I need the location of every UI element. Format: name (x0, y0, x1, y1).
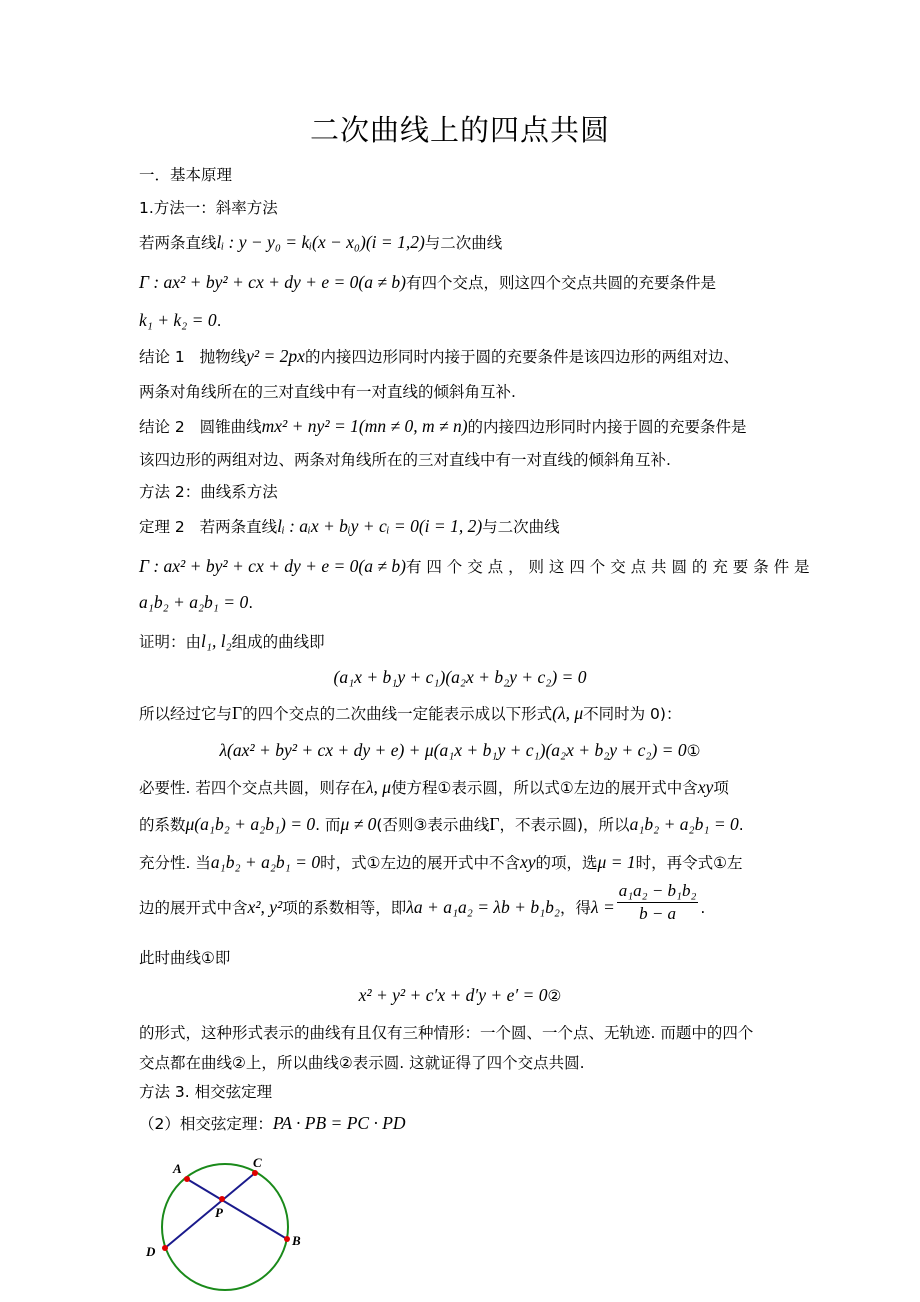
text: 组成的曲线即 (231, 633, 325, 651)
math-lambda: λ = (591, 897, 615, 917)
math-lines: lᵢ : y − y₀ = kᵢ(x − x₀)(i = 1,2) (216, 232, 425, 252)
label-b: B (292, 1233, 301, 1248)
text: 所以经过它与 (139, 705, 233, 723)
math-condition: a₁b₂ + a₂b₁ = 0 (139, 592, 249, 612)
conclusion-2-line-1 (139, 416, 747, 437)
text: 的内接四边形同时内接于圆的充要条件是该四边形的两组对边、 (304, 348, 739, 366)
sufficiency-line-1 (139, 852, 743, 873)
equation-family (0, 740, 920, 761)
label-d: D (146, 1244, 156, 1259)
text: 项 (713, 779, 729, 797)
text: 的四个交点的二次曲线一定能表示成以下形式 (242, 705, 553, 723)
equation-circle (0, 985, 920, 1006)
text: 若两条直线 (199, 518, 278, 536)
text: 圆锥曲线 (199, 418, 262, 436)
theorem-2-line-3 (139, 592, 253, 613)
text: 的内接四边形同时内接于圆的充要条件是 (467, 418, 747, 436)
text: 使方程①表示圆，所以式①左边的展开式中含 (390, 779, 698, 797)
text: ，得 (559, 899, 591, 917)
point-b (284, 1236, 290, 1242)
text: 时，再令式①左 (635, 854, 743, 872)
text: . (738, 816, 744, 834)
text: 时，式①左边的展开式中不含 (320, 854, 520, 872)
point-a (184, 1176, 190, 1182)
math-conic: mx² + ny² = 1(mn ≠ 0, m ≠ n) (261, 416, 468, 436)
math-lines: lᵢ : aᵢx + bᵢy + cᵢ = 0(i = 1, 2) (277, 516, 483, 536)
label-p: P (215, 1205, 223, 1220)
point-p (219, 1196, 225, 1202)
method-1-line-1 (139, 232, 502, 253)
math-parabola: y² = 2px (246, 346, 305, 366)
math-equation: x² + y² + c′x + d′y + e′ = 0 (358, 985, 548, 1005)
method-3-heading: 方法 3. 相交弦定理 (139, 1083, 273, 1101)
text: 有四个交点，则这四个交点共圆的充要条件是 (405, 274, 716, 292)
text: 证明：由 (139, 633, 202, 651)
theorem-2-line-1 (139, 516, 560, 537)
math: a₁b₂ + a₂b₁ = 0 (629, 814, 739, 834)
text: 项的系数相等，即 (282, 899, 407, 917)
text: . (700, 899, 706, 917)
equation-lines-product (0, 667, 920, 688)
equation-tag: ② (547, 987, 562, 1005)
method-3-item (139, 1113, 406, 1134)
math-gamma: Γ (232, 703, 243, 723)
sufficiency-line-2 (139, 881, 706, 925)
page-title: 二次曲线上的四点共圆 (309, 113, 610, 147)
method-2-heading: 方法 2：曲线系方法 (139, 483, 278, 501)
conclusion-2-line-2: 该四边形的两组对边、两条对角线所在的三对直线中有一对直线的倾斜角互补. (139, 451, 671, 469)
math: λa + a₁a₂ = λb + b₁b₂ (406, 897, 560, 917)
point-d (162, 1245, 168, 1251)
equation-tag: ① (686, 742, 701, 760)
math-l1-l2: l₁, l₂ (201, 631, 232, 651)
math-condition: k₁ + k₂ = 0 (139, 310, 217, 330)
proof-intro (139, 631, 325, 652)
necessity-line-2 (139, 814, 744, 835)
form-line-2: 交点都在曲线②上，所以曲线②表示圆. 这就证得了四个交点共圆. (139, 1054, 585, 1072)
conclusion-label: 结论 2 (139, 418, 185, 436)
label-a: A (173, 1161, 182, 1176)
then-text: 此时曲线①即 (139, 949, 231, 967)
math: x², y² (247, 897, 283, 917)
math-conic: Γ : ax² + by² + cx + dy + e = 0(a ≠ b) (139, 556, 406, 576)
text: 与二次曲线 (482, 518, 560, 536)
theorem-label: 定理 2 (139, 518, 185, 536)
fraction-denominator: b − a (639, 904, 677, 923)
math: λ, μ (365, 777, 391, 797)
text: 的系数 (139, 816, 186, 834)
method-1-heading: 1.方法一：斜率方法 (139, 199, 278, 217)
text: . 而 (315, 816, 341, 834)
text: 边的展开式中含 (139, 899, 248, 917)
method-1-line-3 (139, 310, 222, 331)
necessity-line-1 (139, 777, 729, 798)
conclusion-1-line-2: 两条对角线所在的三对直线中有一对直线的倾斜角互补. (139, 383, 516, 401)
math-equation: (a₁x + b₁y + c₁)(a₂x + b₂y + c₂) = 0 (333, 667, 587, 687)
form-line-1: 的形式，这种形式表示的曲线有且仅有三种情形：一个圆、一个点、无轨迹. 而题中的四个 (139, 1024, 754, 1042)
conclusion-1-line-1 (139, 346, 739, 367)
intersecting-chords-diagram (140, 1150, 320, 1300)
item-label: （2）相交弦定理： (139, 1115, 273, 1133)
point-c (252, 1170, 258, 1176)
math: μ ≠ 0 (340, 814, 377, 834)
text: . (248, 594, 254, 612)
section-heading: 一．基本原理 (139, 166, 233, 184)
theorem-2-line-2 (139, 556, 810, 577)
text: 若两条直线 (139, 234, 217, 252)
text: 的项，选 (535, 854, 598, 872)
math-lambda-mu: (λ, μ (552, 703, 584, 723)
math-gamma: Γ (489, 814, 500, 834)
text: 有 四 个 交 点 ， 则 这 四 个 交 点 共 圆 的 充 要 条 件 是 (405, 558, 810, 576)
text: . (216, 312, 222, 330)
text: 充分性. 当 (139, 854, 211, 872)
method-1-line-2 (139, 272, 716, 293)
text: 不同时为 0)： (583, 705, 682, 723)
proof-family-line (139, 703, 681, 724)
text: ，不表示圆)，所以 (499, 816, 630, 834)
fraction-numerator: a₁a₂ − b₁b₂ (617, 880, 699, 903)
math: xy (697, 777, 714, 797)
text: 抛物线 (199, 348, 247, 366)
math-equation: λ(ax² + by² + cx + dy + e) + μ(a₁x + b₁y + c₁)(a₂x + b₂y + c₂) = 0 (219, 740, 687, 760)
math: μ = 1 (597, 852, 636, 872)
conclusion-label: 结论 1 (139, 348, 185, 366)
text: 与二次曲线 (424, 234, 503, 252)
text: (否则③表示曲线 (376, 816, 490, 834)
math-conic: Γ : ax² + by² + cx + dy + e = 0(a ≠ b) (139, 272, 406, 292)
circle (162, 1164, 288, 1290)
math-chord-theorem: PA · PB = PC · PD (272, 1113, 406, 1133)
text: 必要性. 若四个交点共圆，则存在 (139, 779, 366, 797)
label-c: C (253, 1155, 262, 1170)
math: μ(a₁b₂ + a₂b₁) = 0 (185, 814, 316, 834)
fraction (617, 880, 699, 925)
math: xy (519, 852, 536, 872)
math: a₁b₂ + a₂b₁ = 0 (210, 852, 321, 872)
